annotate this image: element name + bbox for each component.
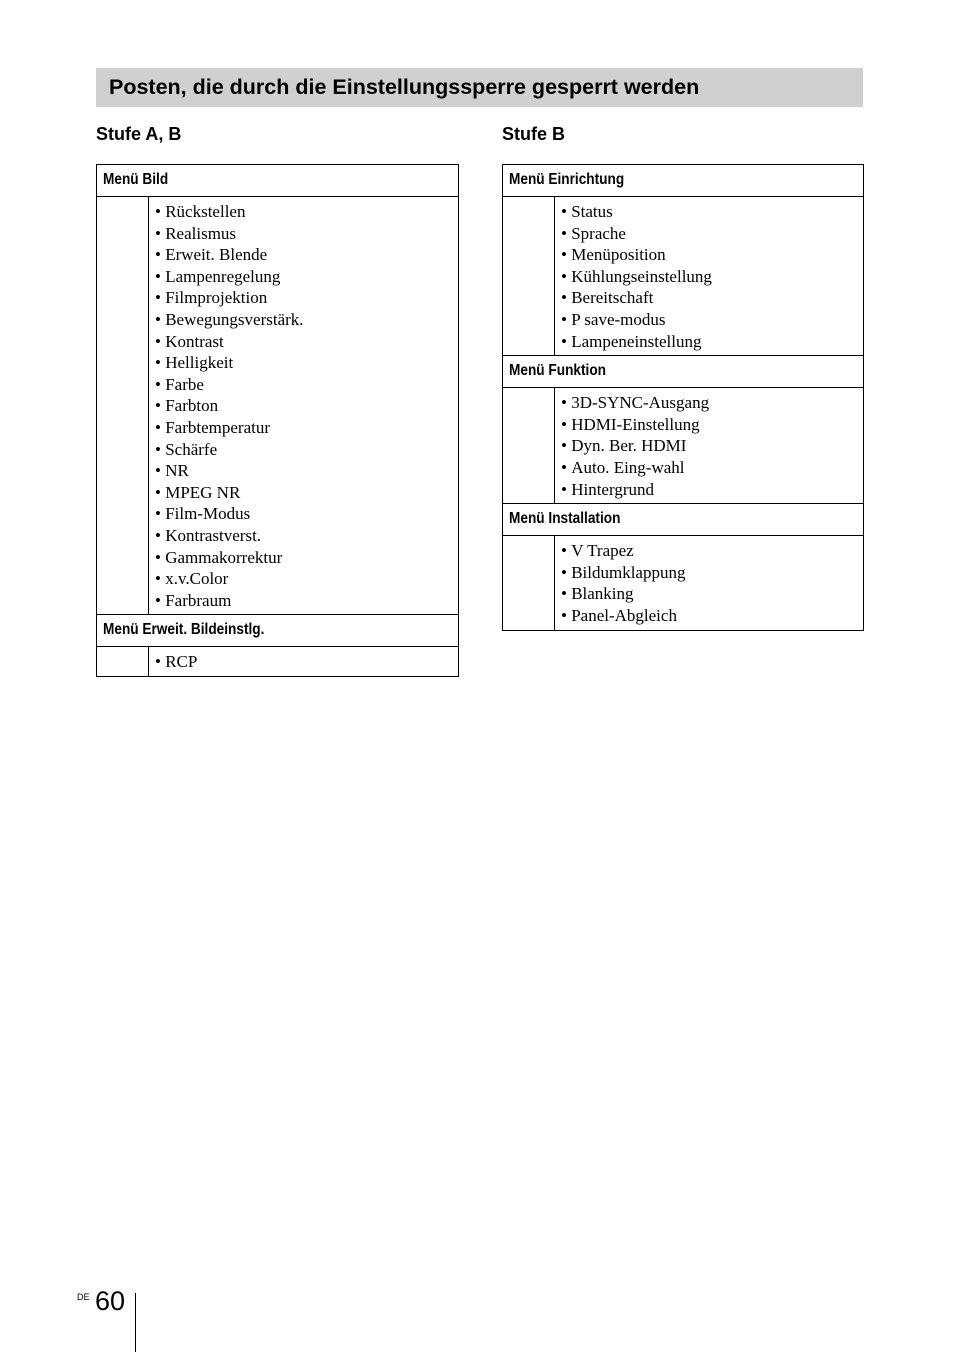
list-item: • Lampenregelung: [155, 266, 458, 288]
section-header: [503, 165, 864, 197]
list-item: • Panel-Abgleich: [561, 605, 863, 627]
list-item: • 3D-SYNC-Ausgang: [561, 392, 863, 414]
list-item: • MPEG NR: [155, 482, 458, 504]
section-header: [97, 165, 459, 197]
list-item: • Farbe: [155, 374, 458, 396]
list-item: • Status: [561, 201, 863, 223]
list-item: • V Trapez: [561, 540, 863, 562]
list-item: • Bildumklappung: [561, 562, 863, 584]
left-column-heading: Stufe A, B: [96, 124, 182, 144]
list-item: • Menüposition: [561, 244, 863, 266]
list-item: • Helligkeit: [155, 352, 458, 374]
right-menu-table: [502, 164, 864, 631]
list-item: • Film-Modus: [155, 503, 458, 525]
list-item: • Lampeneinstellung: [561, 331, 863, 353]
right-column-heading: Stufe B: [502, 124, 565, 144]
list-item: • Sprache: [561, 223, 863, 245]
item-list-cell: [555, 536, 864, 630]
list-item: • Blanking: [561, 583, 863, 605]
list-item: • Dyn. Ber. HDMI: [561, 435, 863, 457]
list-item: • Realismus: [155, 223, 458, 245]
list-item: • NR: [155, 460, 458, 482]
list-item: • Hintergrund: [561, 479, 863, 501]
section-header: [97, 615, 459, 647]
blank-cell: [97, 647, 149, 677]
page-title: Posten, die durch die Einstellungssperre gesperrt werden: [96, 68, 863, 107]
list-item: • Farbton: [155, 395, 458, 417]
list-item: • Kontrastverst.: [155, 525, 458, 547]
blank-cell: [503, 197, 555, 356]
list-item: • P save-modus: [561, 309, 863, 331]
list-item: • Farbraum: [155, 590, 458, 612]
blank-cell: [503, 388, 555, 504]
section-title: Menü Einrichtung: [509, 171, 625, 188]
item-list-cell: [555, 197, 864, 356]
list-item: • Erweit. Blende: [155, 244, 458, 266]
list-item: • Filmprojektion: [155, 287, 458, 309]
section-title: Menü Installation: [509, 510, 621, 528]
list-item: • Farbtemperatur: [155, 417, 458, 439]
item-list: [555, 197, 863, 355]
section-title: Menü Erweit. Bildeinstlg.: [103, 621, 265, 639]
page-divider-rule: [135, 1293, 136, 1352]
section-body: [97, 647, 459, 677]
list-item: • Gammakorrektur: [155, 547, 458, 569]
item-list: [149, 647, 458, 676]
list-item: • Bereitschaft: [561, 287, 863, 309]
list-item: • RCP: [155, 651, 458, 673]
item-list: [149, 197, 458, 614]
item-list: [555, 388, 863, 503]
item-list-cell: [149, 197, 459, 615]
list-item: • x.v.Color: [155, 568, 458, 590]
section-body: [503, 388, 864, 504]
blank-cell: [503, 536, 555, 630]
list-item: • Rückstellen: [155, 201, 458, 223]
section-title: Menü Funktion: [509, 362, 606, 380]
section-title: Menü Bild: [103, 171, 169, 188]
item-list-cell: [149, 647, 459, 677]
left-menu-table: [96, 164, 459, 677]
list-item: • Kontrast: [155, 331, 458, 353]
list-item: • Auto. Eing-wahl: [561, 457, 863, 479]
list-item: • Schärfe: [155, 439, 458, 461]
list-item: • Bewegungsverstärk.: [155, 309, 458, 331]
section-body: [97, 197, 459, 615]
page-number: 60: [95, 1286, 126, 1316]
blank-cell: [97, 197, 149, 615]
section-body: [503, 536, 864, 630]
list-item: • Kühlungseinstellung: [561, 266, 863, 288]
item-list: [555, 536, 863, 629]
section-header: [503, 356, 864, 388]
page-language: DE: [77, 1292, 90, 1302]
section-body: [503, 197, 864, 356]
list-item: • HDMI-Einstellung: [561, 414, 863, 436]
section-header: [503, 504, 864, 536]
item-list-cell: [555, 388, 864, 504]
